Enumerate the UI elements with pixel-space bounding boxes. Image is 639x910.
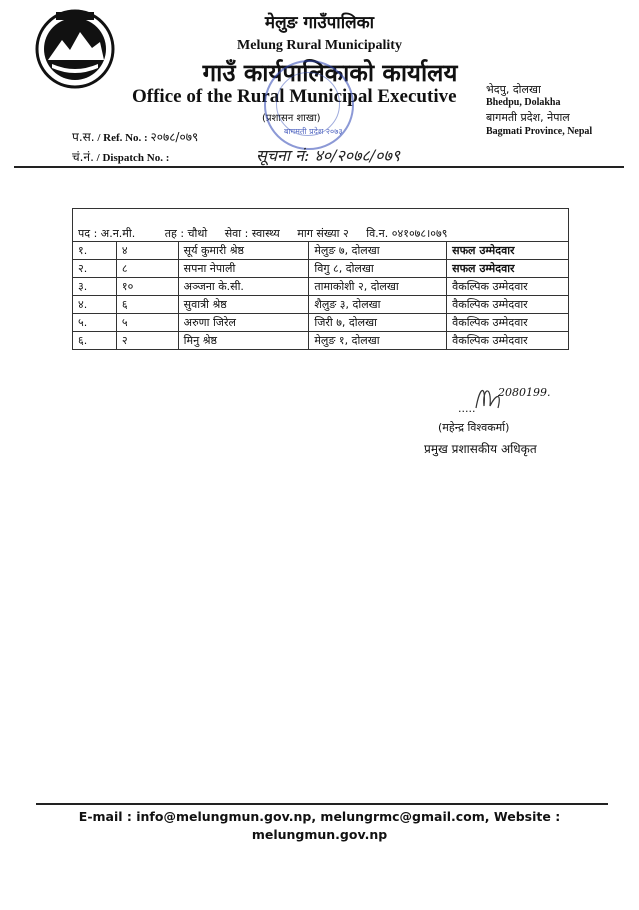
candidate-address-cell: जिरी ७, दोलखा [309,314,447,332]
serial-number-cell: ६. [73,332,117,350]
serial-number-cell: १. [73,242,117,260]
office-name-nepali: गाउँ कार्यपालिकाको कार्यालय [202,59,458,87]
municipality-name-english: Melung Rural Municipality [237,38,402,53]
table-row [73,296,569,314]
candidate-name-cell: अरुणा जिरेल [178,314,309,332]
candidate-address-cell: मेलुङ ७, दोलखा [309,242,447,260]
table-row [73,332,569,350]
candidate-address-cell: तामाकोशी २, दोलखा [309,278,447,296]
level-label: तह : चौथो [164,227,208,240]
candidate-name-cell: सूर्य कुमारी श्रेष्ठ [178,242,309,260]
header-divider [14,166,624,168]
candidate-status-cell: सफल उम्मेदवार [447,242,569,260]
candidate-status-cell: वैकल्पिक उम्मेदवार [447,296,569,314]
dispatch-label-nepali: चं.नं. [72,150,94,164]
address-line-2: Bhedpu, Dolakha [486,97,561,108]
ref-number-row [72,128,198,145]
candidate-address-cell: मेलुङ १, दोलखा [309,332,447,350]
roll-number-cell: ४ [116,242,178,260]
candidate-status-cell: सफल उम्मेदवार [447,260,569,278]
ref-value: २०७८/०७९ [150,130,199,144]
table-row [73,260,569,278]
signatory-title: प्रमुख प्रशासकीय अधिकृत [424,442,537,456]
table-row [73,242,569,260]
demand-label: माग संख्या २ [297,227,349,240]
address-line-3: बागमती प्रदेश, नेपाल [486,111,570,124]
footer-contact-line-1: E-mail : info@melungmun.gov.np, melungrmc@gmail.com, Website : [78,809,561,824]
serial-number-cell: २. [73,260,117,278]
table-header-row [73,209,569,242]
serial-number-cell: ३. [73,278,117,296]
candidate-status-cell: वैकल्पिक उम्मेदवार [447,278,569,296]
office-stamp-text: बागमती प्रदेश २०७३ [284,127,343,136]
roll-number-cell: ८ [116,260,178,278]
roll-number-cell: ५ [116,314,178,332]
section-name: (प्रशासन शाखा) [262,113,321,124]
signature-date: 2080199. [498,386,551,399]
ref-label-english: / Ref. No. : [97,132,148,144]
table-header-cell [73,209,569,242]
footer-divider [36,803,608,805]
candidate-name-cell: सुवात्री श्रेष्ठ [178,296,309,314]
address-line-1: भेदपु, दोलखा [486,83,541,96]
candidate-name-cell: अञ्जना के.सी. [178,278,309,296]
municipality-name-nepali: मेलुङ गाउँपालिका [264,13,375,33]
footer-contact [0,808,639,844]
table-row [73,314,569,332]
candidate-name-cell: सपना नेपाली [178,260,309,278]
serial-number-cell: ५. [73,314,117,332]
signature-dots: ..... [458,402,476,415]
address-line-4: Bagmati Province, Nepal [486,126,593,137]
candidate-status-cell: वैकल्पिक उम्मेदवार [447,332,569,350]
dispatch-label-english: / Dispatch No. : [96,152,170,164]
service-label: सेवा : स्वास्थ्य [224,227,280,240]
candidate-address-cell: विगु ८, दोलखा [309,260,447,278]
office-name-english: Office of the Rural Municipal Executive [132,86,457,107]
notice-number: सूचना नं: ४०/२०७८/०७९ [256,146,401,165]
advert-label: वि.न. ०४१०७८।०७९ [366,227,448,240]
roll-number-cell: २ [116,332,178,350]
result-table [72,208,569,350]
candidate-status-cell: वैकल्पिक उम्मेदवार [447,314,569,332]
footer-contact-line-2: melungmun.gov.np [251,827,388,842]
serial-number-cell: ४. [73,296,117,314]
candidate-name-cell: मिनु श्रेष्ठ [178,332,309,350]
table-row [73,278,569,296]
roll-number-cell: १० [116,278,178,296]
dispatch-number-row [72,148,169,165]
post-label: पद : अ.न.मी. [78,227,136,240]
ref-label-nepali: प.स. [72,130,95,144]
candidate-address-cell: शैलुङ ३, दोलखा [309,296,447,314]
roll-number-cell: ६ [116,296,178,314]
signatory-name: (महेन्द्र विश्वकर्मा) [438,421,510,434]
